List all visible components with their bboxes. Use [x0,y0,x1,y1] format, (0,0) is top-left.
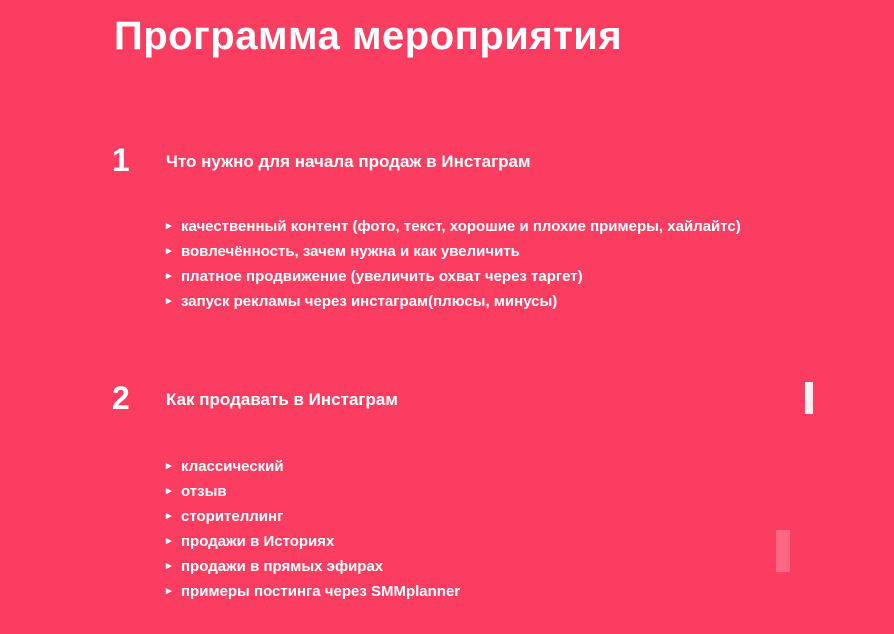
triangle-bullet-icon: ▸ [166,270,172,282]
triangle-bullet-icon: ▸ [166,460,172,472]
list-item [166,554,766,579]
list-item [166,529,766,554]
list-item-label: платное продвижение (увеличить охват через таргет) [181,268,583,285]
list-item [166,264,766,289]
text-cursor-indicator [805,382,813,414]
list-item-label: классический [181,458,284,475]
scrollbar-thumb[interactable] [776,530,790,572]
page-title: Программа мероприятия [114,14,623,58]
section-1-number: 1 [112,142,130,178]
section-2-title: Как продавать в Инстаграм [166,390,398,409]
triangle-bullet-icon: ▸ [166,295,172,307]
section-2-bullet-list [166,454,766,604]
triangle-bullet-icon: ▸ [166,585,172,597]
list-item-label: качественный контент (фото, текст, хорошие и плохие примеры, хайлайтс) [181,218,741,235]
list-item [166,289,766,314]
list-item [166,239,766,264]
list-item [166,454,766,479]
triangle-bullet-icon: ▸ [166,485,172,497]
list-item [166,479,766,504]
list-item-label: вовлечённость, зачем нужна и как увеличить [181,243,520,260]
list-item-label: продажи в прямых эфирах [181,558,384,575]
triangle-bullet-icon: ▸ [166,220,172,232]
list-item-label: запуск рекламы через инстаграм(плюсы, минусы) [181,293,558,310]
section-1 [0,142,894,310]
list-item-label: примеры постинга через SMMplanner [181,583,461,600]
section-2 [0,380,894,600]
list-item-label: отзыв [181,483,227,500]
triangle-bullet-icon: ▸ [166,535,172,547]
triangle-bullet-icon: ▸ [166,560,172,572]
section-1-header [0,142,894,188]
list-item-label: продажи в Историях [181,533,335,550]
section-2-header [0,380,894,426]
list-item-label: сторителлинг [181,508,284,525]
section-2-number: 2 [112,380,130,416]
list-item [166,579,766,604]
section-1-title: Что нужно для начала продаж в Инстаграм [166,152,531,171]
section-1-bullet-list [166,214,766,314]
triangle-bullet-icon: ▸ [166,510,172,522]
triangle-bullet-icon: ▸ [166,245,172,257]
list-item [166,504,766,529]
list-item [166,214,766,239]
